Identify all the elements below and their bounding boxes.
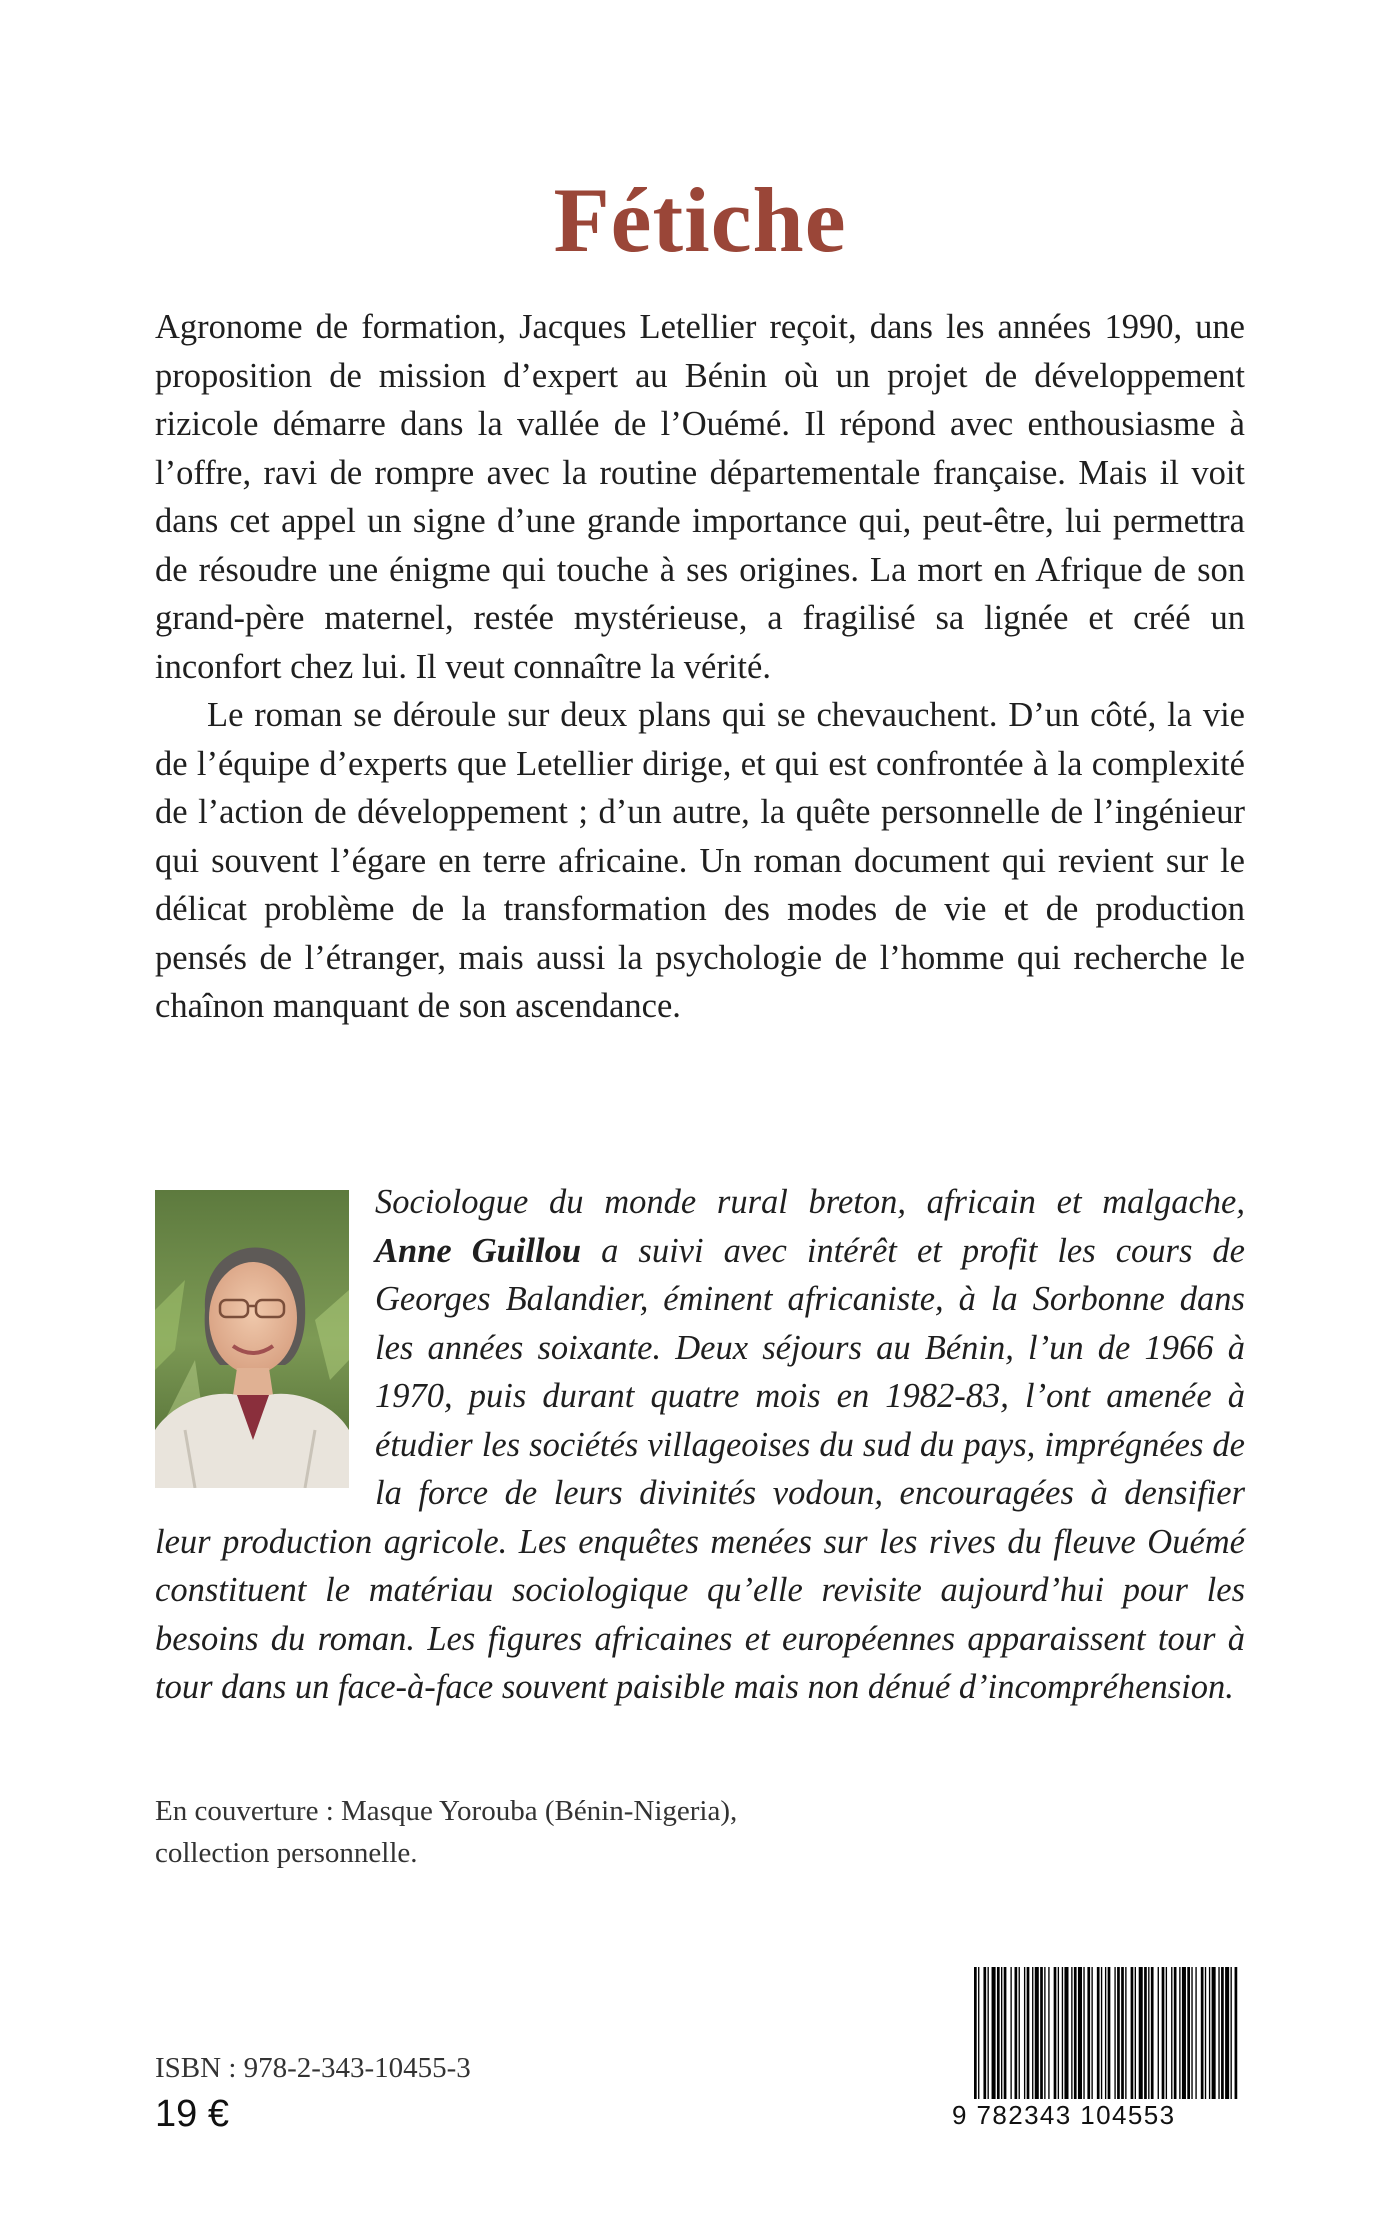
barcode-bar — [1035, 1967, 1039, 2099]
barcode-bar — [1083, 1967, 1084, 2099]
barcode-digits: 9 782343 104553 — [952, 2100, 1176, 2130]
barcode-bar — [1054, 1967, 1057, 2099]
barcode-bar — [1058, 1967, 1059, 2099]
barcode-bar — [1218, 1967, 1219, 2099]
barcode-bar — [1187, 1967, 1190, 2099]
barcode-bar — [1071, 1967, 1072, 2099]
author-name: Anne Guillou — [375, 1231, 582, 1270]
barcode-bar — [1221, 1967, 1224, 2099]
barcode-bar — [1114, 1967, 1115, 2099]
barcode-bar — [1087, 1967, 1090, 2099]
barcode-bar — [1091, 1967, 1092, 2099]
synopsis-paragraph-1: Agronome de formation, Jacques Letellier reçoit, dans les années 1990, une proposition de mission d’expert au Bénin où un projet de développement rizicole démarre dans la vallée de l’Ouémé. Il répond avec enthousiasme à l’offre, ravi de rompre avec la routine départementale française. Mais il voit dans cet appel un signe d’une grande importance qui, peut-être, lui permettra de résoudre une énigme qui touche à ses origines. La mort en Afrique de son grand-père maternel, restée mystérieuse, a fragilisé sa lignée et créé un inconfort chez lui. Il veut connaître la vérité. — [155, 308, 1245, 686]
barcode-bar — [1174, 1967, 1177, 2099]
barcode-bar — [1024, 1967, 1025, 2099]
synopsis — [155, 303, 1245, 1031]
barcode-bar — [1195, 1967, 1196, 2099]
barcode-bar — [1166, 1967, 1167, 2099]
barcode-bar — [1179, 1967, 1180, 2099]
barcode-bar — [1004, 1967, 1007, 2099]
barcode-bar — [1001, 1967, 1002, 2099]
barcode-bar — [1201, 1967, 1204, 2099]
author-bio — [155, 1178, 1245, 1712]
barcode-bar — [1209, 1967, 1210, 2099]
barcode-bar — [1191, 1967, 1192, 2099]
barcode-bar — [974, 1967, 977, 2099]
barcode-bar — [988, 1967, 989, 2099]
barcode-bar — [1148, 1967, 1149, 2099]
barcode-bar — [1078, 1967, 1082, 2099]
barcode-bar — [1131, 1967, 1134, 2099]
barcode-bar — [1205, 1967, 1206, 2099]
barcode-bar — [1231, 1967, 1232, 2099]
barcode-bar — [1121, 1967, 1124, 2099]
barcode-bar — [1064, 1967, 1068, 2099]
barcode-bar — [1019, 1967, 1020, 2099]
barcode-bar — [992, 1967, 996, 2099]
barcode-bar — [997, 1967, 1000, 2099]
barcode-bar — [1044, 1967, 1045, 2099]
barcode-bar — [1182, 1967, 1186, 2099]
barcode-bar — [1225, 1967, 1229, 2099]
barcode-bar — [1015, 1967, 1018, 2099]
price: 19 € — [155, 2093, 229, 2135]
barcode-bar — [1139, 1967, 1143, 2099]
barcode-bar — [1040, 1967, 1043, 2099]
barcode-bar — [1158, 1967, 1159, 2099]
barcode-bar — [1101, 1967, 1102, 2099]
barcode-bar — [1212, 1967, 1216, 2099]
barcode-bar — [1105, 1967, 1106, 2099]
barcode-bar — [1135, 1967, 1136, 2099]
barcode-bar — [1062, 1967, 1063, 2099]
barcode-bar — [1027, 1967, 1030, 2099]
barcode-bar — [1117, 1967, 1120, 2099]
barcode-bar — [1171, 1967, 1172, 2099]
barcode-bar — [1235, 1967, 1238, 2099]
barcode-bar — [983, 1967, 986, 2099]
book-title: Fétiche — [553, 168, 847, 271]
author-bio-intro: Sociologue du monde rural breton, africain et malgache, — [375, 1183, 1245, 1221]
synopsis-paragraph-2: Le roman se déroule sur deux plans qui se chevauchent. D’un côté, la vie de l’équipe d’experts que Letellier dirige, et qui est confrontée à la complexité de l’action de développement ; d’un autre, la quête personnelle de l’ingénieur qui souvent l’égare en terre africaine. Un roman document qui revient sur le délicat problème de la transformation des modes de vie et de production pensés de l’étranger, mais aussi la psychologie de l’homme qui recherche le chaînon manquant de son ascendance. — [155, 696, 1245, 1025]
author-bio-rest: a suivi avec intérêt et profit les cours de Georges Balandier, éminent africaniste, à la Sorbonne dans les années soixante. Deux séjours au Bénin, l’un de 1966 à 1970, puis durant quatre mois en 1982-83, l’ont amenée à étudier les sociétés villageoises du sud du pays, imprégnées de la force de leurs divinités vodoun, encouragées à densifier leur production agricole. Les enquêtes menées sur les rives du fleuve Ouémé constituent le matériau sociologique qu’elle revisite aujourd’hui pour les besoins du roman. Les figures africaines et européennes apparaissent tour à tour dans un face-à-face souvent paisible mais non dénué d’incompréhension. — [155, 1231, 1245, 1706]
barcode-bar — [1151, 1967, 1154, 2099]
barcode-bar — [1144, 1967, 1147, 2099]
barcode-bar — [1010, 1967, 1011, 2099]
barcode-bar — [1032, 1967, 1033, 2099]
barcode-bar — [1074, 1967, 1077, 2099]
cover-credit-line-1: En couverture : Masque Yorouba (Bénin-Nigeria), — [155, 1795, 738, 1827]
barcode-bar — [1125, 1967, 1126, 2099]
isbn: ISBN : 978-2-343-10455-3 — [155, 2052, 471, 2084]
author-photo — [155, 1190, 349, 1488]
barcode-bar — [1048, 1967, 1049, 2099]
barcode-bar — [1097, 1967, 1100, 2099]
cover-credit-line-2: collection personnelle. — [155, 1837, 418, 1869]
barcode-bar — [978, 1967, 979, 2099]
cover-credit — [155, 1790, 955, 1874]
barcode-bar — [1108, 1967, 1111, 2099]
barcode-bar — [1162, 1967, 1165, 2099]
